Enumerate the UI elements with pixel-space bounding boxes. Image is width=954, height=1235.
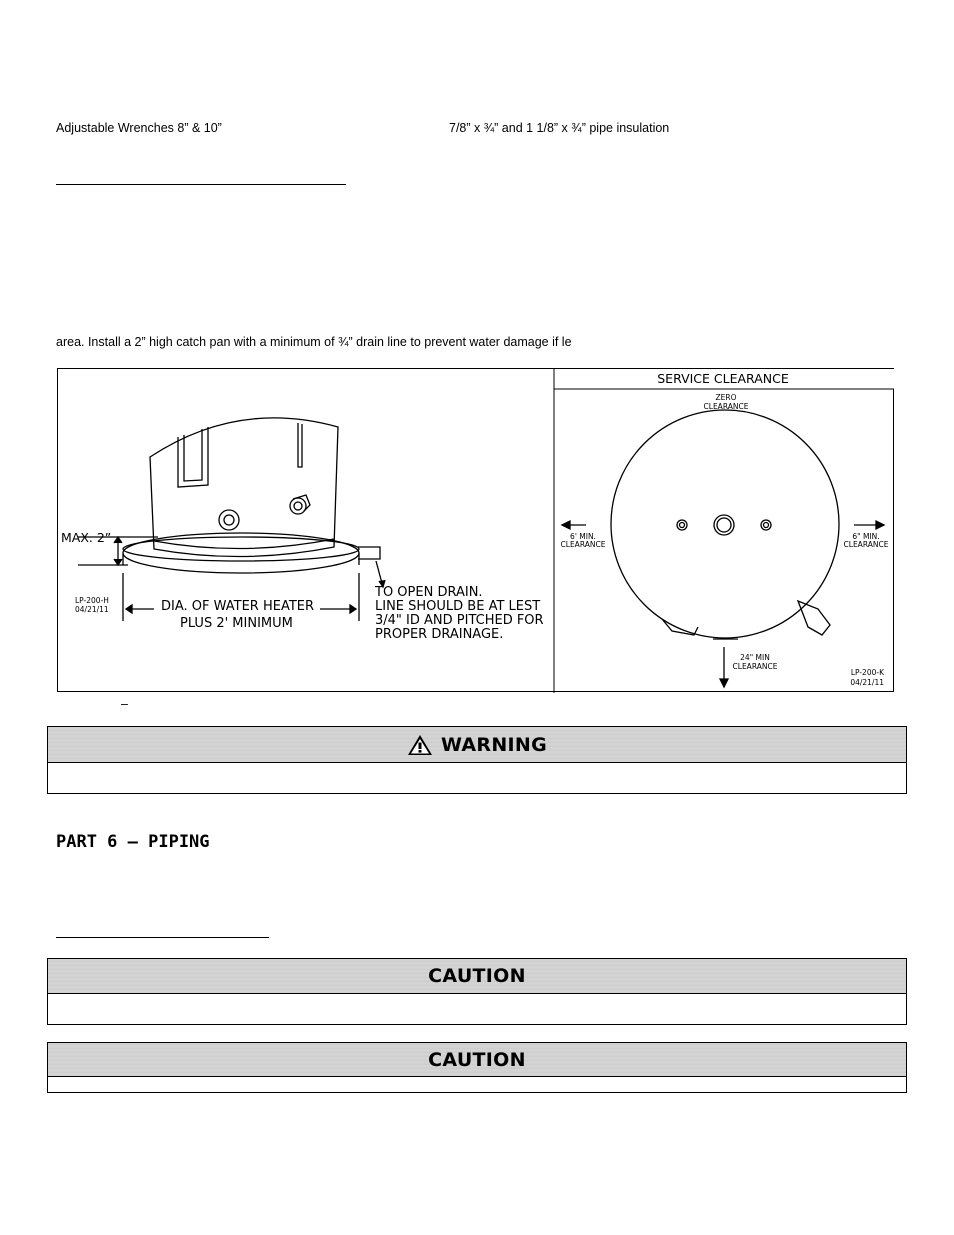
- service-clearance-drawing: [562, 410, 884, 687]
- right-clearance-line2: CLEARANCE: [843, 540, 889, 549]
- figure-svg: [58, 369, 895, 693]
- underline-rule-2: [56, 937, 269, 938]
- left-clearance-line1: 6' MIN.: [570, 532, 596, 541]
- left-ref-code: LP-200-H: [75, 596, 109, 605]
- dia-label-line2: PLUS 2' MINIMUM: [180, 616, 293, 631]
- warning-banner: [48, 727, 906, 763]
- caution-label-1: CAUTION: [428, 965, 526, 987]
- dia-label-line1: DIA. OF WATER HEATER: [161, 599, 315, 614]
- right-ref-date: 04/21/11: [850, 678, 884, 687]
- right-ref-code: LP-200-K: [850, 668, 884, 677]
- drain-label-line2: LINE SHOULD BE AT LEST: [375, 599, 541, 614]
- caution-box-2: [47, 1042, 907, 1093]
- bottom-clearance-line1: 24" MIN: [740, 653, 770, 662]
- figure-catch-pan-clearance: [57, 368, 894, 692]
- right-clearance-line1: 6" MIN.: [852, 532, 880, 541]
- underline-rule: [56, 184, 346, 185]
- tool-pipe-insulation: 7/8” x ¾” and 1 1/8” x ¾” pipe insulation: [449, 121, 670, 135]
- zero-clearance-line1: ZERO: [715, 393, 737, 402]
- left-ref-date: 04/21/11: [75, 605, 109, 614]
- bottom-clearance-line2: CLEARANCE: [732, 662, 778, 671]
- service-clearance-title: SERVICE CLEARANCE: [657, 371, 789, 386]
- drain-label-line1: TO OPEN DRAIN.: [375, 585, 483, 600]
- warning-triangle-icon: [407, 734, 433, 756]
- drain-label-line3: 3/4" ID AND PITCHED FOR: [375, 613, 544, 628]
- warning-label: WARNING: [440, 733, 547, 756]
- tool-adjustable-wrenches: Adjustable Wrenches 8” & 10”: [56, 121, 222, 135]
- paragraph-line: area. Install a 2” high catch pan with a minimum of ¾” drain line to prevent water damage if le: [56, 335, 572, 349]
- warning-box: [47, 726, 907, 794]
- zero-clearance-line2: CLEARANCE: [703, 402, 749, 411]
- figure-caption-dash: –: [121, 697, 128, 711]
- max-height-label: MAX. 2”: [61, 530, 112, 545]
- caution-banner-1: [48, 959, 906, 994]
- left-clearance-line2: CLEARANCE: [560, 540, 606, 549]
- catch-pan-drawing: [78, 418, 385, 621]
- caution-banner-2: [48, 1043, 906, 1077]
- caution-label-2: CAUTION: [428, 1048, 526, 1071]
- drain-label-line4: PROPER DRAINAGE.: [375, 627, 504, 642]
- section-heading: PART 6 – PIPING: [56, 832, 210, 852]
- caution-box-1: [47, 958, 907, 1025]
